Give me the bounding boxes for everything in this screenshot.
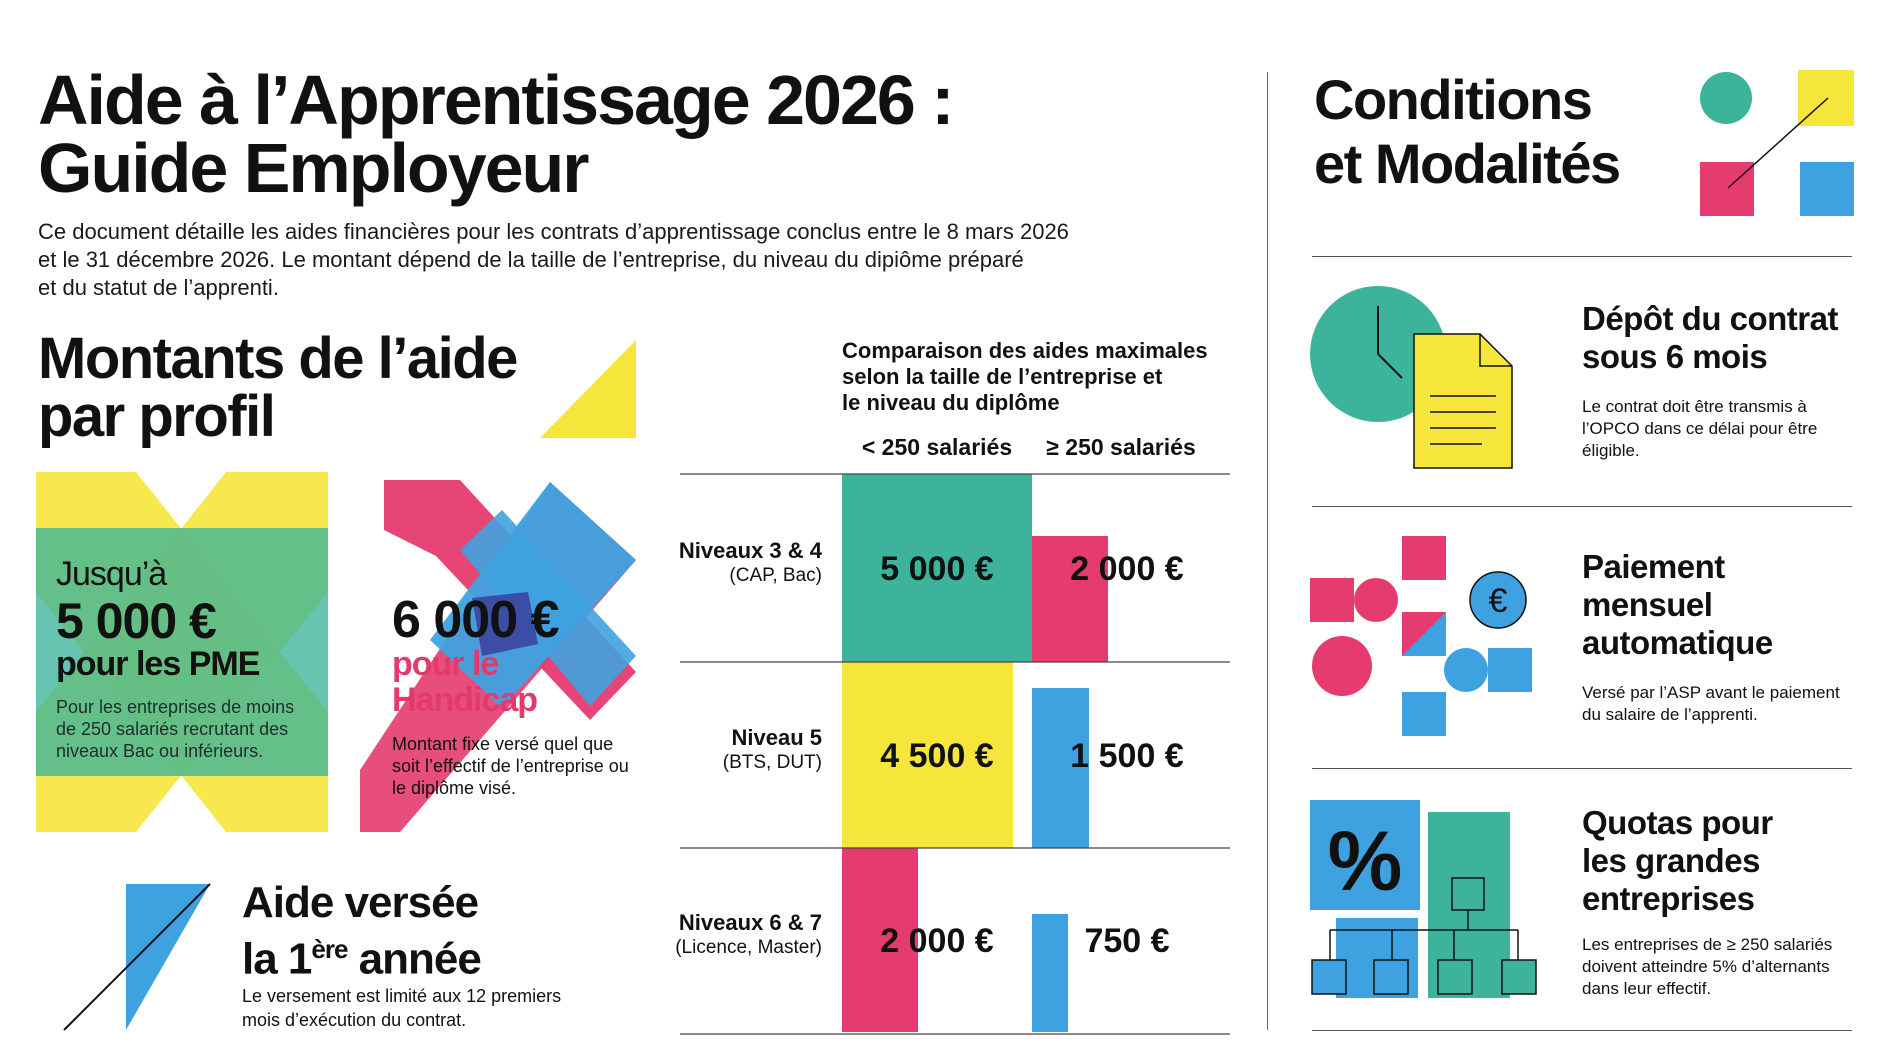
handicap-description: Montant fixe versé quel que soit l’effectif de l’entreprise ou le diplôme visé. xyxy=(392,734,629,798)
bar-2-1 xyxy=(1032,914,1068,1032)
condition-payment-title-line3: automatique xyxy=(1582,624,1773,661)
chart-title-line2: selon la taille de l’entreprise et xyxy=(842,364,1163,389)
first-year-title-suffix: année xyxy=(347,934,481,984)
quota-chart-icon xyxy=(1310,798,1542,1000)
row-label-0 xyxy=(662,538,822,588)
row-label-sub-2: (Licence, Master) xyxy=(675,937,822,958)
condition-quota-title-line2: les grandes xyxy=(1582,842,1760,879)
montants-heading-line2: par profil xyxy=(38,384,275,449)
conditions-divider-1 xyxy=(1312,256,1852,257)
intro-line3: et du statut de l’apprenti. xyxy=(38,275,279,300)
first-year-title-prefix: la 1 xyxy=(242,934,312,984)
conditions-divider-4 xyxy=(1312,1030,1852,1031)
handicap-amount: 6 000 € xyxy=(392,591,559,649)
condition-payment-title-line2: mensuel xyxy=(1582,586,1713,623)
pme-prefix: Jusqu’à xyxy=(56,555,167,593)
pme-amount: 5 000 € xyxy=(56,593,216,649)
conditions-shapes-decoration xyxy=(1700,70,1860,220)
conditions-divider-2 xyxy=(1312,506,1852,507)
row-label-1 xyxy=(662,725,822,775)
condition-payment-title-line1: Paiement xyxy=(1582,548,1725,585)
chart-title-line1: Comparaison des aides maximales xyxy=(842,338,1208,363)
column-header-small: < 250 salariés xyxy=(861,434,1013,460)
euro-icon: € xyxy=(1488,582,1508,620)
first-year-title-sup: ère xyxy=(311,934,348,964)
conditions-divider-3 xyxy=(1312,768,1852,769)
handicap-label-line2: Handicap xyxy=(392,681,538,719)
handicap-label-line1: pour le xyxy=(392,645,499,683)
pme-label: pour les PME xyxy=(56,645,260,683)
intro-line1: Ce document détaille les aides financières pour les contrats d’apprentissage conclus entre le 8 mars 2026 xyxy=(38,219,1069,244)
intro-line2: et le 31 décembre 2026. Le montant dépend de la taille de l’entreprise, du niveau du dipiôme préparé xyxy=(38,247,1024,272)
condition-quota-title-line3: entreprises xyxy=(1582,880,1755,917)
condition-deposit-title-line1: Dépôt du contrat xyxy=(1582,300,1838,337)
page-title-line1: Aide à l’Apprentissage 2026 : xyxy=(38,61,953,139)
value-label-1-1: 1 500 € xyxy=(1070,737,1184,775)
first-year-title-line1: Aide versée xyxy=(242,878,479,927)
row-label-main-0: Niveaux 3 & 4 xyxy=(678,538,822,563)
row-label-main-1: Niveau 5 xyxy=(731,725,822,750)
condition-payment-title xyxy=(1582,548,1862,662)
value-label-0-1: 2 000 € xyxy=(1070,550,1184,588)
first-year-description: Le versement est limité aux 12 premiers mois d’exécution du contrat. xyxy=(242,986,562,1030)
value-label-2-1: 750 € xyxy=(1084,922,1170,960)
value-label-2-0: 2 000 € xyxy=(880,922,994,960)
row-label-sub-0: (CAP, Bac) xyxy=(729,565,822,586)
condition-quota-title xyxy=(1582,804,1862,918)
row-label-main-2: Niveaux 6 & 7 xyxy=(678,910,822,935)
montants-heading-line1: Montants de l’aide xyxy=(38,326,517,391)
condition-payment-desc: Versé par l’ASP avant le paiement du salaire de l’apprenti. xyxy=(1582,683,1840,724)
row-label-sub-1: (BTS, DUT) xyxy=(722,752,822,773)
chart-title-line3: le niveau du diplôme xyxy=(842,390,1060,415)
conditions-heading xyxy=(1314,68,1620,196)
page-title-line2: Guide Employeur xyxy=(38,129,588,207)
clock-document-icon xyxy=(1310,286,1516,472)
percent-icon: % xyxy=(1327,814,1403,908)
pme-description: Pour les entreprises de moins de 250 salariés recrutant des niveaux Bac ou inférieurs. xyxy=(56,697,295,761)
row-label-2 xyxy=(662,910,822,960)
value-label-1-0: 4 500 € xyxy=(880,737,994,775)
payment-shapes-icon xyxy=(1310,536,1546,736)
condition-deposit-title-line2: sous 6 mois xyxy=(1582,338,1768,375)
conditions-heading-line2: et Modalités xyxy=(1314,132,1620,195)
condition-quota-title-line1: Quotas pour xyxy=(1582,804,1773,841)
column-header-large: ≥ 250 salariés xyxy=(1046,434,1196,460)
value-label-0-0: 5 000 € xyxy=(880,550,994,588)
conditions-heading-line1: Conditions xyxy=(1314,68,1592,131)
condition-deposit-title xyxy=(1582,300,1862,376)
column-divider xyxy=(1267,72,1268,1030)
condition-quota-desc: Les entreprises de ≥ 250 salariés doivent atteindre 5% d’alternants dans leur effectif. xyxy=(1582,935,1833,998)
condition-deposit-desc: Le contrat doit être transmis à l’OPCO dans ce délai pour être éligible. xyxy=(1582,397,1818,460)
